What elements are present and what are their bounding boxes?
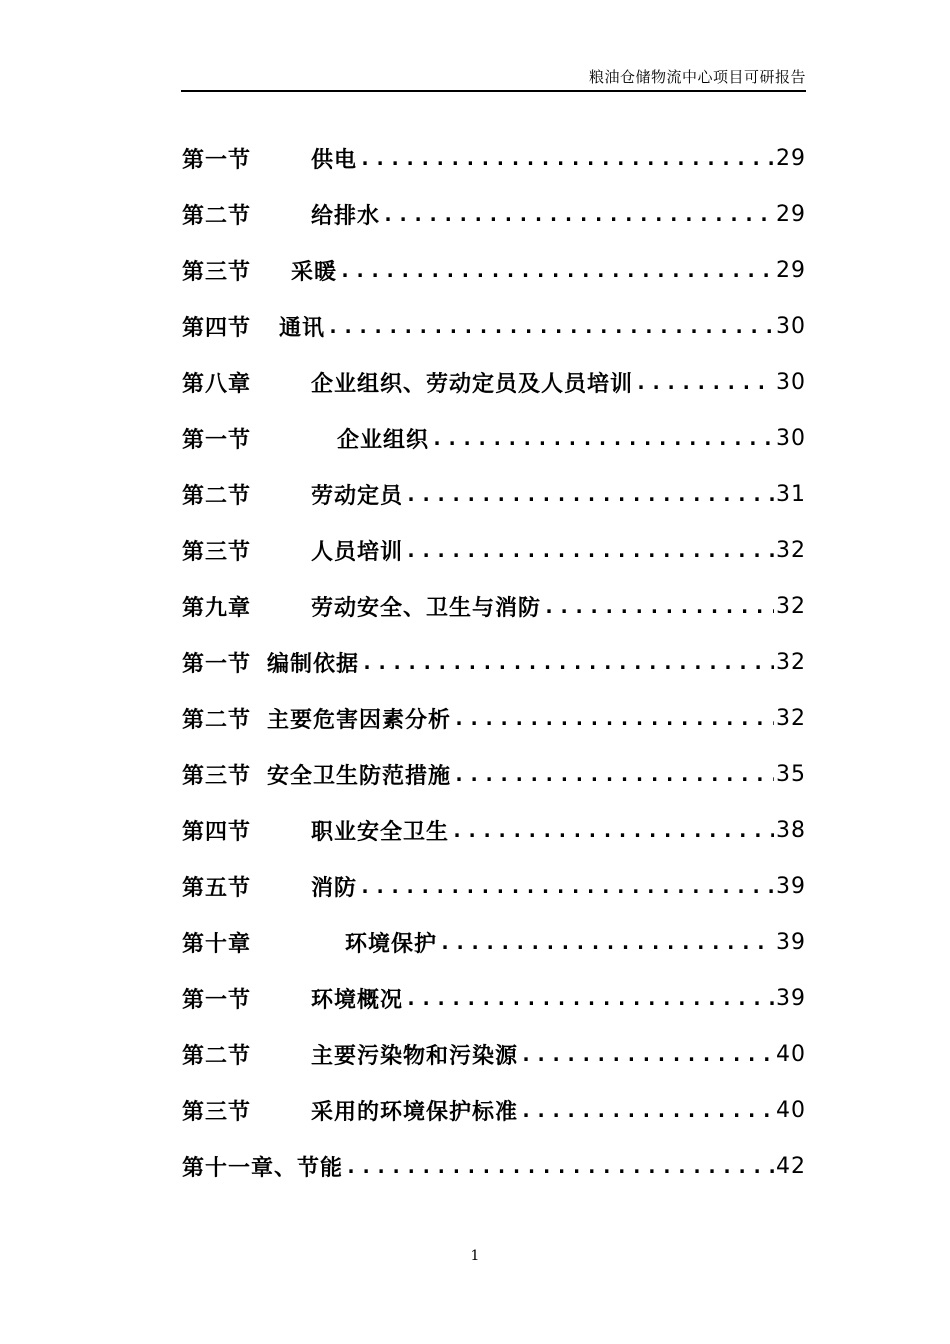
table-of-contents bbox=[182, 130, 806, 1194]
toc-entry-page: 38 bbox=[776, 817, 806, 843]
toc-entry-label: 第四节 bbox=[182, 818, 252, 845]
toc-leader-dots bbox=[453, 762, 774, 786]
toc-entry-title: 编制依据 bbox=[267, 650, 360, 677]
toc-entry-title: 通讯 bbox=[279, 314, 326, 341]
toc-entry-page: 40 bbox=[776, 1041, 806, 1067]
toc-entry-title: 企业组织、劳动定员及人员培训 bbox=[311, 370, 634, 397]
toc-entry[interactable] bbox=[182, 186, 806, 242]
toc-leader-dots bbox=[543, 594, 774, 618]
toc-entry-page: 32 bbox=[776, 649, 806, 675]
toc-entry-label: 第三节 bbox=[182, 1098, 252, 1125]
toc-entry-page: 32 bbox=[776, 593, 806, 619]
toc-entry-label: 第八章 bbox=[182, 370, 252, 397]
toc-entry[interactable] bbox=[182, 298, 806, 354]
toc-entry[interactable] bbox=[182, 578, 806, 634]
toc-entry[interactable] bbox=[182, 242, 806, 298]
toc-entry-page: 32 bbox=[776, 705, 806, 731]
toc-entry-label: 第一节 bbox=[182, 426, 252, 453]
toc-entry-page: 30 bbox=[776, 425, 806, 451]
toc-entry-page: 35 bbox=[776, 761, 806, 787]
toc-entry-label: 第二节 bbox=[182, 1042, 252, 1069]
toc-entry-label: 第一节 bbox=[182, 650, 252, 677]
toc-leader-dots bbox=[520, 1042, 774, 1066]
toc-leader-dots bbox=[451, 818, 774, 842]
toc-entry-label: 第三节 bbox=[182, 762, 252, 789]
document-title: 粮油仓储物流中心项目可研报告 bbox=[588, 68, 806, 86]
toc-entry[interactable] bbox=[182, 410, 806, 466]
toc-leader-dots bbox=[345, 1154, 774, 1178]
toc-entry-label: 第二节 bbox=[182, 202, 252, 229]
toc-entry[interactable] bbox=[182, 914, 806, 970]
toc-entry-label: 第二节 bbox=[182, 706, 252, 733]
toc-entry-page: 39 bbox=[776, 929, 806, 955]
toc-entry[interactable] bbox=[182, 802, 806, 858]
toc-entry[interactable] bbox=[182, 130, 806, 186]
toc-leader-dots bbox=[439, 930, 774, 954]
toc-leader-dots bbox=[405, 482, 774, 506]
toc-leader-dots bbox=[453, 706, 774, 730]
toc-entry[interactable] bbox=[182, 970, 806, 1026]
toc-entry-title: 主要污染物和污染源 bbox=[311, 1042, 519, 1069]
toc-entry-page: 39 bbox=[776, 873, 806, 899]
toc-leader-dots bbox=[431, 426, 774, 450]
toc-entry-title: 人员培训 bbox=[311, 538, 404, 565]
toc-entry-label: 第十章 bbox=[182, 930, 252, 957]
toc-entry-label: 第五节 bbox=[182, 874, 252, 901]
page-header bbox=[181, 64, 806, 92]
toc-leader-dots bbox=[339, 258, 774, 282]
toc-entry[interactable] bbox=[182, 1026, 806, 1082]
toc-entry-page: 29 bbox=[776, 145, 806, 171]
toc-leader-dots bbox=[635, 370, 774, 394]
toc-entry-label: 第一节 bbox=[182, 986, 252, 1013]
toc-entry-page: 42 bbox=[776, 1153, 806, 1179]
toc-entry-title: 企业组织 bbox=[337, 426, 430, 453]
toc-entry[interactable] bbox=[182, 634, 806, 690]
toc-entry[interactable] bbox=[182, 1138, 806, 1194]
toc-entry[interactable] bbox=[182, 690, 806, 746]
toc-leader-dots bbox=[382, 202, 774, 226]
toc-entry[interactable] bbox=[182, 522, 806, 578]
toc-entry-page: 31 bbox=[776, 481, 806, 507]
toc-entry[interactable] bbox=[182, 1082, 806, 1138]
toc-entry[interactable] bbox=[182, 466, 806, 522]
toc-entry-label: 第三节 bbox=[182, 258, 252, 285]
toc-entry-label: 第三节 bbox=[182, 538, 252, 565]
toc-leader-dots bbox=[359, 874, 774, 898]
page-number: 1 bbox=[470, 1248, 480, 1264]
toc-entry[interactable] bbox=[182, 858, 806, 914]
toc-entry-label: 第十一章、 bbox=[182, 1154, 298, 1181]
toc-entry-title: 主要危害因素分析 bbox=[267, 706, 452, 733]
toc-leader-dots bbox=[520, 1098, 774, 1122]
toc-entry-title: 采暖 bbox=[291, 258, 338, 285]
toc-entry-title: 消防 bbox=[311, 874, 358, 901]
toc-entry-page: 30 bbox=[776, 313, 806, 339]
toc-leader-dots bbox=[361, 650, 774, 674]
toc-entry-label: 第二节 bbox=[182, 482, 252, 509]
toc-entry-title: 安全卫生防范措施 bbox=[267, 762, 452, 789]
toc-entry-title: 环境保护 bbox=[345, 930, 438, 957]
toc-entry-page: 40 bbox=[776, 1097, 806, 1123]
toc-entry[interactable] bbox=[182, 746, 806, 802]
toc-entry-label: 第一节 bbox=[182, 146, 252, 173]
toc-entry-page: 32 bbox=[776, 537, 806, 563]
toc-entry-title: 采用的环境保护标准 bbox=[311, 1098, 519, 1125]
toc-entry-page: 39 bbox=[776, 985, 806, 1011]
toc-leader-dots bbox=[405, 538, 774, 562]
toc-entry-label: 第九章 bbox=[182, 594, 252, 621]
toc-leader-dots bbox=[359, 146, 774, 170]
toc-leader-dots bbox=[405, 986, 774, 1010]
toc-entry-page: 29 bbox=[776, 201, 806, 227]
toc-entry[interactable] bbox=[182, 354, 806, 410]
toc-entry-page: 29 bbox=[776, 257, 806, 283]
toc-entry-title: 给排水 bbox=[311, 202, 381, 229]
toc-entry-title: 劳动安全、卫生与消防 bbox=[311, 594, 542, 621]
toc-entry-title: 环境概况 bbox=[311, 986, 404, 1013]
toc-entry-label: 第四节 bbox=[182, 314, 252, 341]
toc-entry-title: 劳动定员 bbox=[311, 482, 404, 509]
toc-entry-title: 职业安全卫生 bbox=[311, 818, 450, 845]
toc-entry-title: 节能 bbox=[297, 1154, 344, 1181]
toc-entry-title: 供电 bbox=[311, 146, 358, 173]
toc-entry-page: 30 bbox=[776, 369, 806, 395]
toc-leader-dots bbox=[327, 314, 774, 338]
